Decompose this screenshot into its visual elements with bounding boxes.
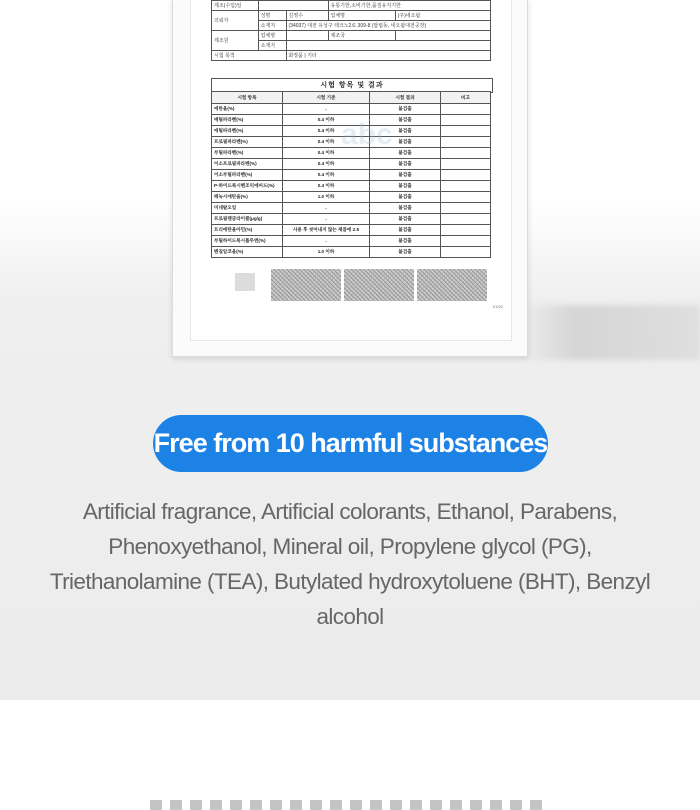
result-cell-standard: 0.4 이하 [283,181,370,192]
header-cell: 제조국 [328,31,395,41]
header-cell: 김영수 [286,11,328,21]
header-cell: 의뢰자 [212,11,259,31]
result-row [212,236,491,247]
result-cell-note [441,203,491,214]
result-cell-note [441,192,491,203]
result-cell-result: 불검출 [370,203,441,214]
result-row [212,170,491,181]
result-cell-standard: - [283,203,370,214]
column-header: 시험 항목 [212,92,283,104]
seal-stamp [235,273,255,291]
signature-stamp-1 [271,269,341,301]
header-cell [395,31,490,41]
result-cell-item: 에탄올(%) [212,104,283,115]
result-cell-result: 불검출 [370,170,441,181]
result-cell-result: 불검출 [370,181,441,192]
result-row [212,203,491,214]
result-cell-note [441,181,491,192]
result-cell-item: 프로필파라벤(%) [212,137,283,148]
result-cell-result: 불검출 [370,137,441,148]
result-cell-item: 페녹시에탄올(%) [212,192,283,203]
result-cell-standard: 0.4 이하 [283,148,370,159]
result-cell-item: 에틸파라벤(%) [212,126,283,137]
result-cell-result: 불검출 [370,225,441,236]
result-cell-note [441,126,491,137]
result-cell-item: 미네랄오일 [212,203,283,214]
header-cell: 제조원 [212,31,259,51]
column-header: 비고 [441,92,491,104]
result-cell-standard: - [283,214,370,225]
harmful-substances-badge: Free from 10 harmful substances [153,415,548,472]
result-row [212,181,491,192]
header-cell: 시험 목적 [212,51,287,61]
result-cell-note [441,115,491,126]
results-table [211,91,491,258]
certificate-header-table [211,0,491,61]
result-cell-note [441,170,491,181]
result-cell-item: 이소프로필파라벤(%) [212,159,283,170]
header-cell: 소재지 [258,41,286,51]
result-cell-note [441,159,491,170]
result-cell-note [441,148,491,159]
result-cell-result: 불검출 [370,247,441,258]
header-cell: 업체명 [328,11,395,21]
result-cell-item: 부틸하이드록시톨루엔(%) [212,236,283,247]
result-cell-note [441,104,491,115]
header-cell: 제조(수입)일 [212,1,259,11]
column-header: 시험 결과 [370,92,441,104]
result-cell-result: 불검출 [370,126,441,137]
result-cell-standard: 1.0 이하 [283,247,370,258]
result-cell-standard: 0.4 이하 [283,159,370,170]
header-cell: (주)네오팜 [395,11,490,21]
results-title: 시험 항목 및 결과 [211,78,493,93]
signature-stamp-3 [417,269,487,301]
result-cell-standard: 0.4 이하 [283,115,370,126]
result-cell-note [441,137,491,148]
result-row [212,159,491,170]
next-section-heading-peek [150,800,550,810]
header-cell: (34037) 대전 유성구 테크노2로 309-8 (탑립동, 네오팜대전공장) [286,21,490,31]
result-cell-result: 불검출 [370,214,441,225]
result-cell-standard: - [283,104,370,115]
result-cell-note [441,214,491,225]
result-cell-result: 불검출 [370,115,441,126]
result-cell-item: 프로필렌글라이콜(μg/g) [212,214,283,225]
result-row [212,225,491,236]
header-cell: 업체명 [258,31,286,41]
column-header: 시험 기준 [283,92,370,104]
header-cell [258,1,328,11]
result-cell-item: 부틸파라벤(%) [212,148,283,159]
lower-background [0,700,700,807]
result-cell-note [441,236,491,247]
result-cell-standard: 0.4 이하 [283,170,370,181]
header-cell: 소재지 [258,21,286,31]
result-cell-item: 이소부틸파라벤(%) [212,170,283,181]
result-cell-item: P-하이드록시벤조익에씨드(%) [212,181,283,192]
result-cell-item: 벤질알코올(%) [212,247,283,258]
result-cell-result: 불검출 [370,192,441,203]
result-cell-result: 불검출 [370,104,441,115]
result-row [212,192,491,203]
header-cell: 성명 [258,11,286,21]
result-cell-note [441,225,491,236]
header-cell: 화장품 | 기타 [286,51,490,61]
result-row [212,214,491,225]
result-cell-standard: 0.4 이하 [283,137,370,148]
result-cell-standard: - [283,236,370,247]
result-cell-standard: 사용 후 씻어내지 않는 제품에 2.5 [283,225,370,236]
result-cell-standard: 0.4 이하 [283,126,370,137]
certificate-frame [172,0,528,357]
header-cell [286,41,490,51]
certificate-document [190,0,512,341]
result-cell-result: 불검출 [370,159,441,170]
result-row [212,104,491,115]
shadow-decoration [520,305,700,360]
header-cell [286,31,328,41]
signature-stamp-2 [344,269,414,301]
result-cell-item: 메틸파라벤(%) [212,115,283,126]
result-row [212,247,491,258]
substances-list: Artificial fragrance, Artificial colorants, Ethanol, Parabens, Phenoxyethanol, Mineral oil, Propylene glycol (PG), Triethanolamine (TEA), Butylated hydroxytoluene (BHT), Benzyl alcohol [49,499,651,629]
result-cell-item: 트리에탄올아민(%) [212,225,283,236]
header-cell: 유통기한,소비기한,품질유지기한 [328,1,491,11]
result-cell-result: 불검출 [370,236,441,247]
page-number: 01/02 [493,304,504,309]
result-cell-note [441,247,491,258]
watermark-logo: abc [341,118,393,151]
result-cell-result: 불검출 [370,148,441,159]
result-cell-standard: 1.0 이하 [283,192,370,203]
